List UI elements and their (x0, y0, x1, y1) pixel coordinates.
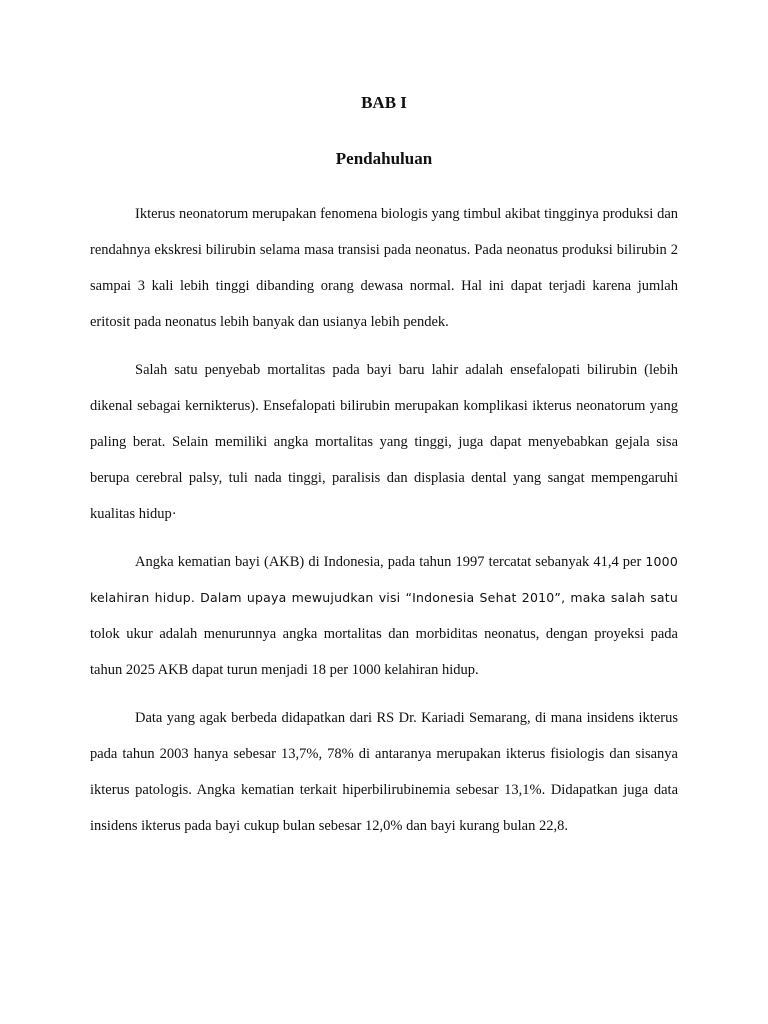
paragraph-3-part-1: Angka kematian bayi (AKB) di Indonesia, pada tahun 1997 tercatat sebanyak 41,4 per (135, 554, 646, 570)
paragraph-4: Data yang agak berbeda didapatkan dari RS Dr. Kariadi Semarang, di mana insidens ikterus pada tahun 2003 hanya sebesar 13,7%, 78% di antaranya merupakan ikterus fisiologis dan sisanya ikterus patologis. Angka kematian terkait hiperbilirubinemia sebesar 13,1%. Didapatkan juga data insidens ikterus pada bayi cukup bulan sebesar 12,0% dan bayi kurang bulan 22,8. (90, 710, 678, 834)
paragraph-1: Ikterus neonatorum merupakan fenomena biologis yang timbul akibat tingginya produksi dan rendahnya ekskresi bilirubin selama masa transisi pada neonatus. Pada neonatus produksi bilirubin 2 sampai 3 kali lebih tinggi dibanding orang dewasa normal. Hal ini dapat terjadi karena jumlah eritosit pada neonatus lebih banyak dan usianya lebih pendek. (90, 206, 678, 330)
section-title: Pendahuluan (335, 149, 433, 168)
chapter-heading: BAB I (361, 93, 407, 112)
paragraph-3-part-2: 1000 kelahiran hidup. Dalam upaya mewujudkan visi “Indonesia Sehat 2010”, maka salah satu (90, 554, 678, 605)
paragraph-2: Salah satu penyebab mortalitas pada bayi baru lahir adalah ensefalopati bilirubin (lebih dikenal sebagai kernikterus). Ensefalopati bilirubin merupakan komplikasi ikterus neonatorum yang paling berat. Selain memiliki angka mortalitas yang tinggi, juga dapat menyebabkan gejala sisa berupa cerebral palsy, tuli nada tinggi, paralisis dan displasia dental yang sangat mempengaruhi kualitas hidup· (90, 362, 678, 522)
body-text (90, 196, 678, 844)
paragraph-3 (90, 544, 678, 688)
paragraph-3-part-3: tolok ukur adalah menurunnya angka mortalitas dan morbiditas neonatus, dengan proyeksi pada tahun 2025 AKB dapat turun menjadi 18 per 1000 kelahiran hidup. (90, 626, 678, 678)
